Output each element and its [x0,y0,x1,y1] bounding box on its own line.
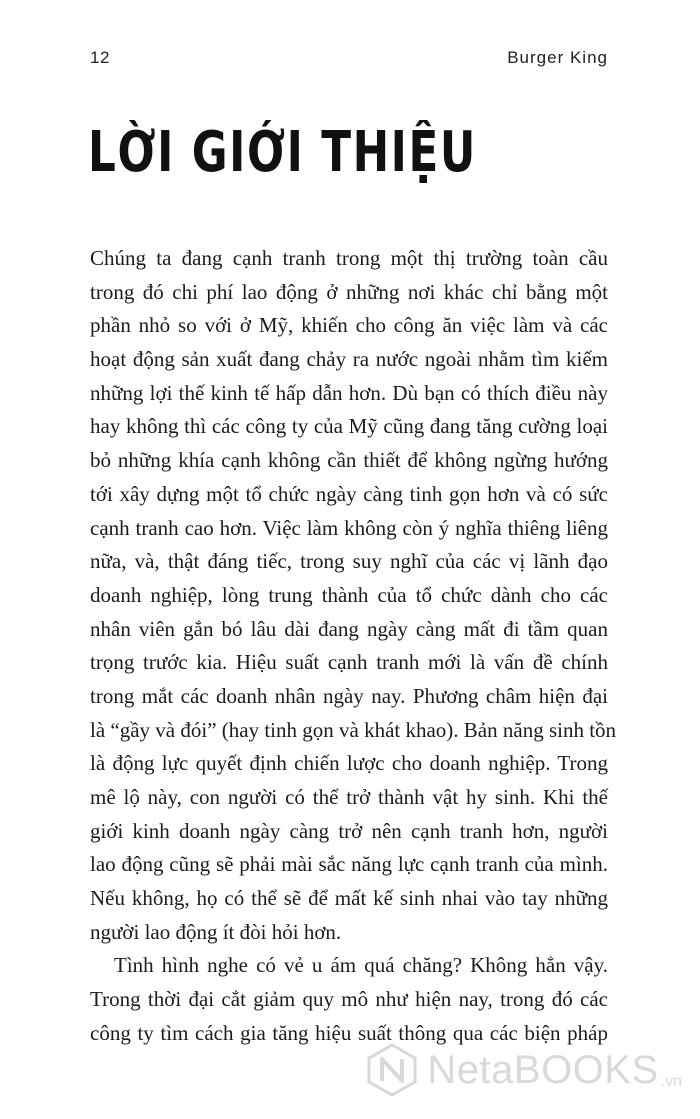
text-line: trọng trước kia. Hiệu suất cạnh tranh mới là vấn đề chính [90,650,608,675]
watermark-tld: .vn [660,1073,682,1090]
text-line: người lao động ít đòi hỏi hơn. [90,919,342,944]
text-line: nhân viên gắn bó lâu dài đang ngày càng mất đi tầm quan [90,616,608,641]
text-line: những lợi thế kinh tế hấp dẫn hơn. Dù bạn có thích điều này [90,380,608,405]
text-line: Trong thời đại cắt giảm quy mô như hiện nay, trong đó các [90,987,608,1012]
text-line: bỏ những khía cạnh không cần thiết để không ngừng hướng [90,448,608,473]
text-line: công ty tìm cách gia tăng hiệu suất thông qua các biện pháp [90,1020,608,1045]
paragraph-1 [90,242,617,949]
body-text [90,242,617,1051]
watermark [365,1043,682,1097]
chapter-title: LỜI GIỚI THIỆU [88,120,477,185]
text-line: là “gầy và đói” (hay tinh gọn và khát khao). Bản năng sinh tồn [90,717,617,742]
text-line: giới kinh doanh ngày càng trở nên cạnh tranh hơn, người [90,818,608,843]
text-line: mê lộ này, con người có thể trở thành vật hy sinh. Khi thế [90,785,608,809]
text-line: cạnh tranh cao hơn. Việc làm không còn ý nghĩa thiêng liêng [90,515,608,540]
text-line: là động lực quyết định chiến lược cho doanh nghiệp. Trong [90,751,608,776]
text-line: nữa, và, thật đáng tiếc, trong suy nghĩ của các vị lãnh đạo [90,549,608,574]
text-line: lao động cũng sẽ phải mài sắc năng lực cạnh tranh của mình. [90,852,608,877]
text-line: phần nhỏ so với ở Mỹ, khiến cho công ăn việc làm và các [90,313,608,338]
neta-logo-icon [365,1043,419,1097]
text-line: Chúng ta đang cạnh tranh trong một thị trường toàn cầu [90,246,608,270]
text-line: Nếu không, họ có thể sẽ để mất kế sinh nhai vào tay những [90,886,608,911]
text-line: trong đó chi phí lao động ở những nơi khác chỉ bằng một [90,279,608,304]
page-number: 12 [90,48,110,67]
text-line: doanh nghiệp, lòng trung thành của tổ chức dành cho các [90,582,608,607]
text-line: tới xây dựng một tổ chức ngày càng tinh gọn hơn và có sức [90,481,608,506]
text-line: Tình hình nghe có vẻ u ám quá chăng? Không hẳn vậy. [114,953,608,978]
text-line: hay không thì các công ty của Mỹ cũng đang tăng cường loại [90,414,608,439]
text-line: trong mắt các doanh nhân ngày nay. Phương châm hiện đại [90,683,608,708]
paragraph-2 [90,949,608,1050]
watermark-brand: NetaBOOKS [427,1047,659,1092]
running-head: Burger King [507,48,608,67]
text-line: hoạt động sản xuất đang chảy ra nước ngoài nhằm tìm kiếm [90,347,608,372]
